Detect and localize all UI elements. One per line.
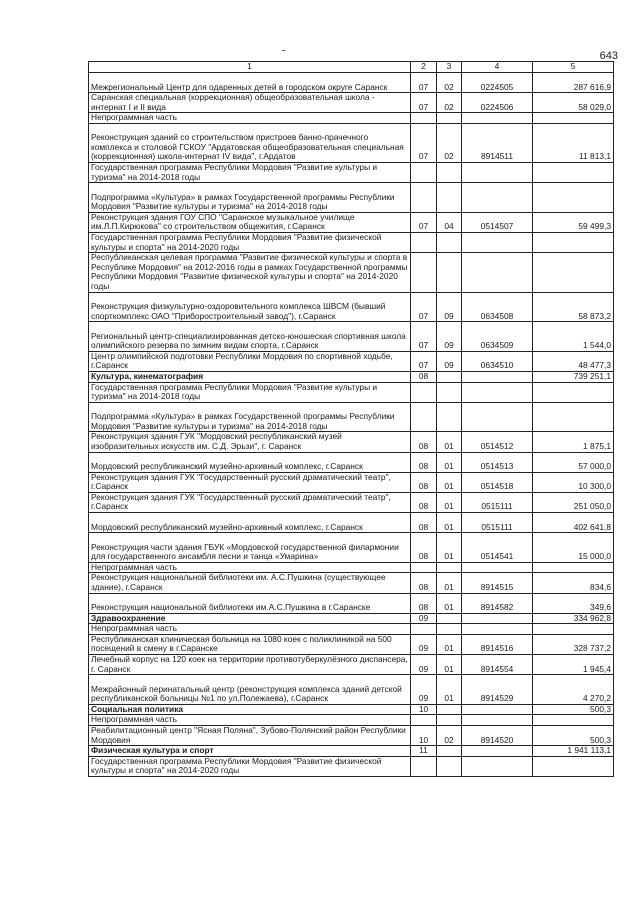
row-amount: 739 251,1 bbox=[533, 372, 614, 383]
row-name: Культура, кинематография bbox=[89, 372, 411, 383]
row-section-code: 07 bbox=[411, 292, 437, 322]
row-target-code: 0634509 bbox=[462, 322, 533, 352]
row-section-code bbox=[411, 382, 437, 402]
row-name: Лечебный корпус на 120 коек на территории противотуберкулёзного диспансера, г. Саранск bbox=[89, 655, 411, 675]
row-amount bbox=[533, 715, 614, 726]
row-name: Социальная политика bbox=[89, 704, 411, 715]
table-row bbox=[89, 675, 614, 705]
table-row bbox=[89, 593, 614, 613]
row-section-code: 08 bbox=[411, 472, 437, 492]
row-target-code bbox=[462, 113, 533, 124]
row-section-code bbox=[411, 253, 437, 292]
row-amount: 251 050,0 bbox=[533, 492, 614, 512]
row-target-code bbox=[462, 613, 533, 624]
row-subsection-code: 02 bbox=[437, 726, 462, 746]
row-subsection-code: 01 bbox=[437, 452, 462, 472]
row-amount: 500,3 bbox=[533, 704, 614, 715]
page-number: 643 bbox=[599, 50, 618, 62]
row-subsection-code bbox=[437, 113, 462, 124]
table-row bbox=[89, 624, 614, 635]
row-section-code: 07 bbox=[411, 93, 437, 113]
row-amount: 10 300,0 bbox=[533, 472, 614, 492]
row-section-code bbox=[411, 233, 437, 253]
row-name: Реконструкция зданий со строительством пристроев баннo-прачечного комплекса и столовой ГСКОУ "Ардатовская общеобразовательная специальная (коррекционная) школа-интернат IV вида", г.Ардатов bbox=[89, 123, 411, 162]
row-target-code: 0634508 bbox=[462, 292, 533, 322]
row-subsection-code bbox=[437, 704, 462, 715]
row-name: Непрограммная часть bbox=[89, 562, 411, 573]
row-section-code: 10 bbox=[411, 726, 437, 746]
row-target-code: 0224506 bbox=[462, 93, 533, 113]
header-col-2: 2 bbox=[411, 62, 437, 73]
row-section-code bbox=[411, 183, 437, 213]
table-row bbox=[89, 322, 614, 352]
row-name: Межрайонный перинатальный центр (реконструкция комплекса зданий детской республиканской больницы №1 по ул.Полежаева), г.Саранск bbox=[89, 675, 411, 705]
row-target-code: 0515111 bbox=[462, 513, 533, 533]
row-amount bbox=[533, 624, 614, 635]
row-name: Реконструкция национальной библиотеки им. А.С.Пушкина (существующее здание), г.Саранск bbox=[89, 573, 411, 593]
row-section-code: 11 bbox=[411, 746, 437, 757]
table-row bbox=[89, 613, 614, 624]
row-name: Государственная программа Республики Мордовия "Развитие физической культуры и спорта" на 2014-2020 годы bbox=[89, 756, 411, 776]
row-subsection-code bbox=[437, 382, 462, 402]
row-target-code bbox=[462, 372, 533, 383]
table-row bbox=[89, 382, 614, 402]
row-subsection-code: 01 bbox=[437, 432, 462, 452]
row-amount bbox=[533, 382, 614, 402]
row-section-code: 09 bbox=[411, 634, 437, 654]
row-section-code: 09 bbox=[411, 613, 437, 624]
row-name: Реконструкция здания ГУК "Мордовский республиканский музей изобразительных искусств им. С.Д. Эрьзи", г. Саранск bbox=[89, 432, 411, 452]
row-amount bbox=[533, 233, 614, 253]
row-amount bbox=[533, 113, 614, 124]
row-subsection-code: 01 bbox=[437, 513, 462, 533]
row-name: Подпрограмма «Культура» в рамках Государственной программы Республики Мордовия "Развитие культуры и туризма" на 2014-2018 годы bbox=[89, 183, 411, 213]
row-amount: 500,3 bbox=[533, 726, 614, 746]
row-target-code bbox=[462, 163, 533, 183]
row-target-code bbox=[462, 756, 533, 776]
row-target-code: 0634510 bbox=[462, 351, 533, 371]
row-subsection-code: 01 bbox=[437, 533, 462, 563]
row-target-code: 8914511 bbox=[462, 123, 533, 162]
table-row bbox=[89, 163, 614, 183]
table-row bbox=[89, 573, 614, 593]
table-row bbox=[89, 492, 614, 512]
row-subsection-code: 01 bbox=[437, 492, 462, 512]
row-name: Мордовский республиканский музейно-архивный комплекс, г.Саранск bbox=[89, 452, 411, 472]
row-section-code: 08 bbox=[411, 593, 437, 613]
row-subsection-code bbox=[437, 746, 462, 757]
row-subsection-code: 01 bbox=[437, 634, 462, 654]
row-amount: 48 477,3 bbox=[533, 351, 614, 371]
row-amount: 334 962,8 bbox=[533, 613, 614, 624]
row-target-code: 8914582 bbox=[462, 593, 533, 613]
row-name: Реконструкция здания ГУК "Государственный русский драматический театр", г.Саранск bbox=[89, 492, 411, 512]
table-row bbox=[89, 655, 614, 675]
row-name: Региональный центр-специализированная детско-юношеская спортивная школа олимпийского резерва по зимним видам спорта, г.Саранск bbox=[89, 322, 411, 352]
scan-speck bbox=[282, 50, 285, 51]
row-target-code: 0514512 bbox=[462, 432, 533, 452]
row-name: Реконструкция здания ГОУ СПО "Саранское музыкальное училище им.Л.П.Кирюкова" со строительством общежития, г.Саранск bbox=[89, 212, 411, 232]
row-target-code: 8914529 bbox=[462, 675, 533, 705]
row-subsection-code bbox=[437, 233, 462, 253]
row-target-code: 0514541 bbox=[462, 533, 533, 563]
row-subsection-code: 01 bbox=[437, 675, 462, 705]
table-body bbox=[89, 73, 614, 777]
row-amount: 1 945,4 bbox=[533, 655, 614, 675]
row-name: Реконструкция национальной библиотеки им.А.С.Пушкина в г.Саранске bbox=[89, 593, 411, 613]
row-subsection-code bbox=[437, 402, 462, 432]
row-section-code bbox=[411, 624, 437, 635]
row-target-code bbox=[462, 624, 533, 635]
row-amount: 58 873,2 bbox=[533, 292, 614, 322]
row-name: Мордовский республиканский музейно-архивный комплекс, г.Саранск bbox=[89, 513, 411, 533]
row-amount: 58 029,0 bbox=[533, 93, 614, 113]
row-section-code: 08 bbox=[411, 432, 437, 452]
row-amount: 402 641,8 bbox=[533, 513, 614, 533]
row-amount: 834,6 bbox=[533, 573, 614, 593]
row-section-code bbox=[411, 163, 437, 183]
table-row bbox=[89, 292, 614, 322]
row-amount: 57 000,0 bbox=[533, 452, 614, 472]
row-target-code bbox=[462, 233, 533, 253]
row-subsection-code bbox=[437, 183, 462, 213]
row-subsection-code bbox=[437, 163, 462, 183]
table-row bbox=[89, 372, 614, 383]
row-section-code: 09 bbox=[411, 655, 437, 675]
row-amount: 1 544,0 bbox=[533, 322, 614, 352]
table-row bbox=[89, 253, 614, 292]
row-amount bbox=[533, 756, 614, 776]
row-target-code: 8914520 bbox=[462, 726, 533, 746]
table-row bbox=[89, 726, 614, 746]
table-row bbox=[89, 351, 614, 371]
table-row bbox=[89, 73, 614, 93]
row-subsection-code bbox=[437, 253, 462, 292]
row-subsection-code bbox=[437, 562, 462, 573]
row-name: Государственная программа Республики Мордовия "Развитие культуры и туризма" на 2014-2018 годы bbox=[89, 382, 411, 402]
row-amount bbox=[533, 183, 614, 213]
row-subsection-code bbox=[437, 372, 462, 383]
row-name: Непрограммная часть bbox=[89, 113, 411, 124]
row-section-code: 08 bbox=[411, 492, 437, 512]
row-name: Подпрограмма «Культура» в рамках Государственной программы Республики Мордовия "Развитие культуры и туризма" на 2014-2018 годы bbox=[89, 402, 411, 432]
row-amount: 328 737,2 bbox=[533, 634, 614, 654]
row-subsection-code bbox=[437, 613, 462, 624]
row-subsection-code: 02 bbox=[437, 93, 462, 113]
row-subsection-code: 04 bbox=[437, 212, 462, 232]
row-amount bbox=[533, 402, 614, 432]
row-subsection-code bbox=[437, 756, 462, 776]
row-name: Республиканская клиническая больница на 1080 коек с поликлиникой на 500 посещений в смену в г.Саранске bbox=[89, 634, 411, 654]
row-name: Реконструкция здания ГУК "Государственный русский драматический театр", г.Саранск bbox=[89, 472, 411, 492]
table-row bbox=[89, 634, 614, 654]
table-row bbox=[89, 432, 614, 452]
row-section-code: 07 bbox=[411, 212, 437, 232]
row-section-code: 10 bbox=[411, 704, 437, 715]
table-row bbox=[89, 472, 614, 492]
row-subsection-code: 01 bbox=[437, 655, 462, 675]
row-name: Государственная программа Республики Мордовия "Развитие культуры и туризма" на 2014-2018 годы bbox=[89, 163, 411, 183]
table-row bbox=[89, 715, 614, 726]
row-target-code bbox=[462, 253, 533, 292]
table-row bbox=[89, 233, 614, 253]
row-section-code: 08 bbox=[411, 372, 437, 383]
header-row bbox=[89, 62, 614, 73]
row-name: Непрограммная часть bbox=[89, 715, 411, 726]
header-col-4: 4 bbox=[462, 62, 533, 73]
row-amount: 59 499,3 bbox=[533, 212, 614, 232]
row-section-code bbox=[411, 756, 437, 776]
row-target-code bbox=[462, 183, 533, 213]
header-col-3: 3 bbox=[437, 62, 462, 73]
table-row bbox=[89, 562, 614, 573]
row-section-code bbox=[411, 562, 437, 573]
row-target-code: 0224505 bbox=[462, 73, 533, 93]
table-row bbox=[89, 756, 614, 776]
row-target-code bbox=[462, 562, 533, 573]
row-section-code bbox=[411, 113, 437, 124]
row-target-code bbox=[462, 715, 533, 726]
row-name: Физическая культура и спорт bbox=[89, 746, 411, 757]
row-target-code: 8914515 bbox=[462, 573, 533, 593]
row-section-code bbox=[411, 715, 437, 726]
row-section-code: 08 bbox=[411, 513, 437, 533]
table-row bbox=[89, 113, 614, 124]
table-row bbox=[89, 533, 614, 563]
row-target-code bbox=[462, 746, 533, 757]
row-name: Реконструкция части здания ГБУК «Мордовской государственной филармонии для государственного ансамбля песни и танца «Умарина» bbox=[89, 533, 411, 563]
table-row bbox=[89, 212, 614, 232]
row-name: Центр олимпийской подготовки Республики Мордовия по спортивной ходьбе, г.Саранск bbox=[89, 351, 411, 371]
row-section-code: 07 bbox=[411, 73, 437, 93]
table-row bbox=[89, 183, 614, 213]
row-subsection-code: 02 bbox=[437, 73, 462, 93]
row-target-code: 0515111 bbox=[462, 492, 533, 512]
row-subsection-code: 02 bbox=[437, 123, 462, 162]
row-target-code: 8914516 bbox=[462, 634, 533, 654]
row-section-code: 08 bbox=[411, 452, 437, 472]
row-amount: 1 941 113,1 bbox=[533, 746, 614, 757]
row-target-code: 0514518 bbox=[462, 472, 533, 492]
row-amount: 11 813,1 bbox=[533, 123, 614, 162]
row-section-code: 07 bbox=[411, 351, 437, 371]
row-target-code: 8914554 bbox=[462, 655, 533, 675]
row-amount: 15 000,0 bbox=[533, 533, 614, 563]
row-name: Реабилитационный центр "Ясная Поляна", Зубово-Полянский район Республики Мордовия bbox=[89, 726, 411, 746]
row-name: Саранская специальная (коррекционная) общеобразовательная школа - интернат I и II вида bbox=[89, 93, 411, 113]
row-name: Реконструкция физкультурно-оздоровительного комплекса ШВСМ (бывший спорткомплекс ОАО "Приборостроительный завод"), г.Саранск bbox=[89, 292, 411, 322]
row-section-code: 09 bbox=[411, 675, 437, 705]
row-target-code bbox=[462, 402, 533, 432]
row-amount: 1 875,1 bbox=[533, 432, 614, 452]
table-row bbox=[89, 452, 614, 472]
row-name: Республиканская целевая программа "Развитие физической культуры и спорта в Республике Мордовия" на 2012-2016 годы в рамках Государственной программы Республики Мордовия "Развитие физической культуры и спорта" на 2014-2020 годы bbox=[89, 253, 411, 292]
table-row bbox=[89, 704, 614, 715]
row-amount bbox=[533, 562, 614, 573]
row-target-code bbox=[462, 382, 533, 402]
row-section-code: 08 bbox=[411, 573, 437, 593]
row-name: Межрегиональный Центр для одаренных детей в городском округе Саранск bbox=[89, 73, 411, 93]
table-row bbox=[89, 123, 614, 162]
table-row bbox=[89, 513, 614, 533]
row-section-code: 07 bbox=[411, 322, 437, 352]
row-subsection-code bbox=[437, 715, 462, 726]
row-subsection-code bbox=[437, 624, 462, 635]
row-name: Государственная программа Республики Мордовия "Развитие физической культуры и спорта" на 2014-2020 годы bbox=[89, 233, 411, 253]
row-subsection-code: 09 bbox=[437, 292, 462, 322]
table-row bbox=[89, 93, 614, 113]
row-target-code bbox=[462, 704, 533, 715]
row-subsection-code: 01 bbox=[437, 593, 462, 613]
row-name: Здравоохранение bbox=[89, 613, 411, 624]
header-col-5: 5 bbox=[533, 62, 614, 73]
row-subsection-code: 09 bbox=[437, 351, 462, 371]
row-amount: 287 616,9 bbox=[533, 73, 614, 93]
row-section-code bbox=[411, 402, 437, 432]
row-amount: 349,6 bbox=[533, 593, 614, 613]
budget-table bbox=[88, 61, 614, 777]
row-target-code: 0514513 bbox=[462, 452, 533, 472]
row-amount bbox=[533, 163, 614, 183]
row-amount bbox=[533, 253, 614, 292]
row-subsection-code: 09 bbox=[437, 322, 462, 352]
row-section-code: 08 bbox=[411, 533, 437, 563]
table-row bbox=[89, 402, 614, 432]
row-name: Непрограммная часть bbox=[89, 624, 411, 635]
table-row bbox=[89, 746, 614, 757]
header-col-1: 1 bbox=[89, 62, 411, 73]
row-section-code: 07 bbox=[411, 123, 437, 162]
row-subsection-code: 01 bbox=[437, 573, 462, 593]
row-subsection-code: 01 bbox=[437, 472, 462, 492]
row-amount: 4 270,2 bbox=[533, 675, 614, 705]
row-target-code: 0514507 bbox=[462, 212, 533, 232]
